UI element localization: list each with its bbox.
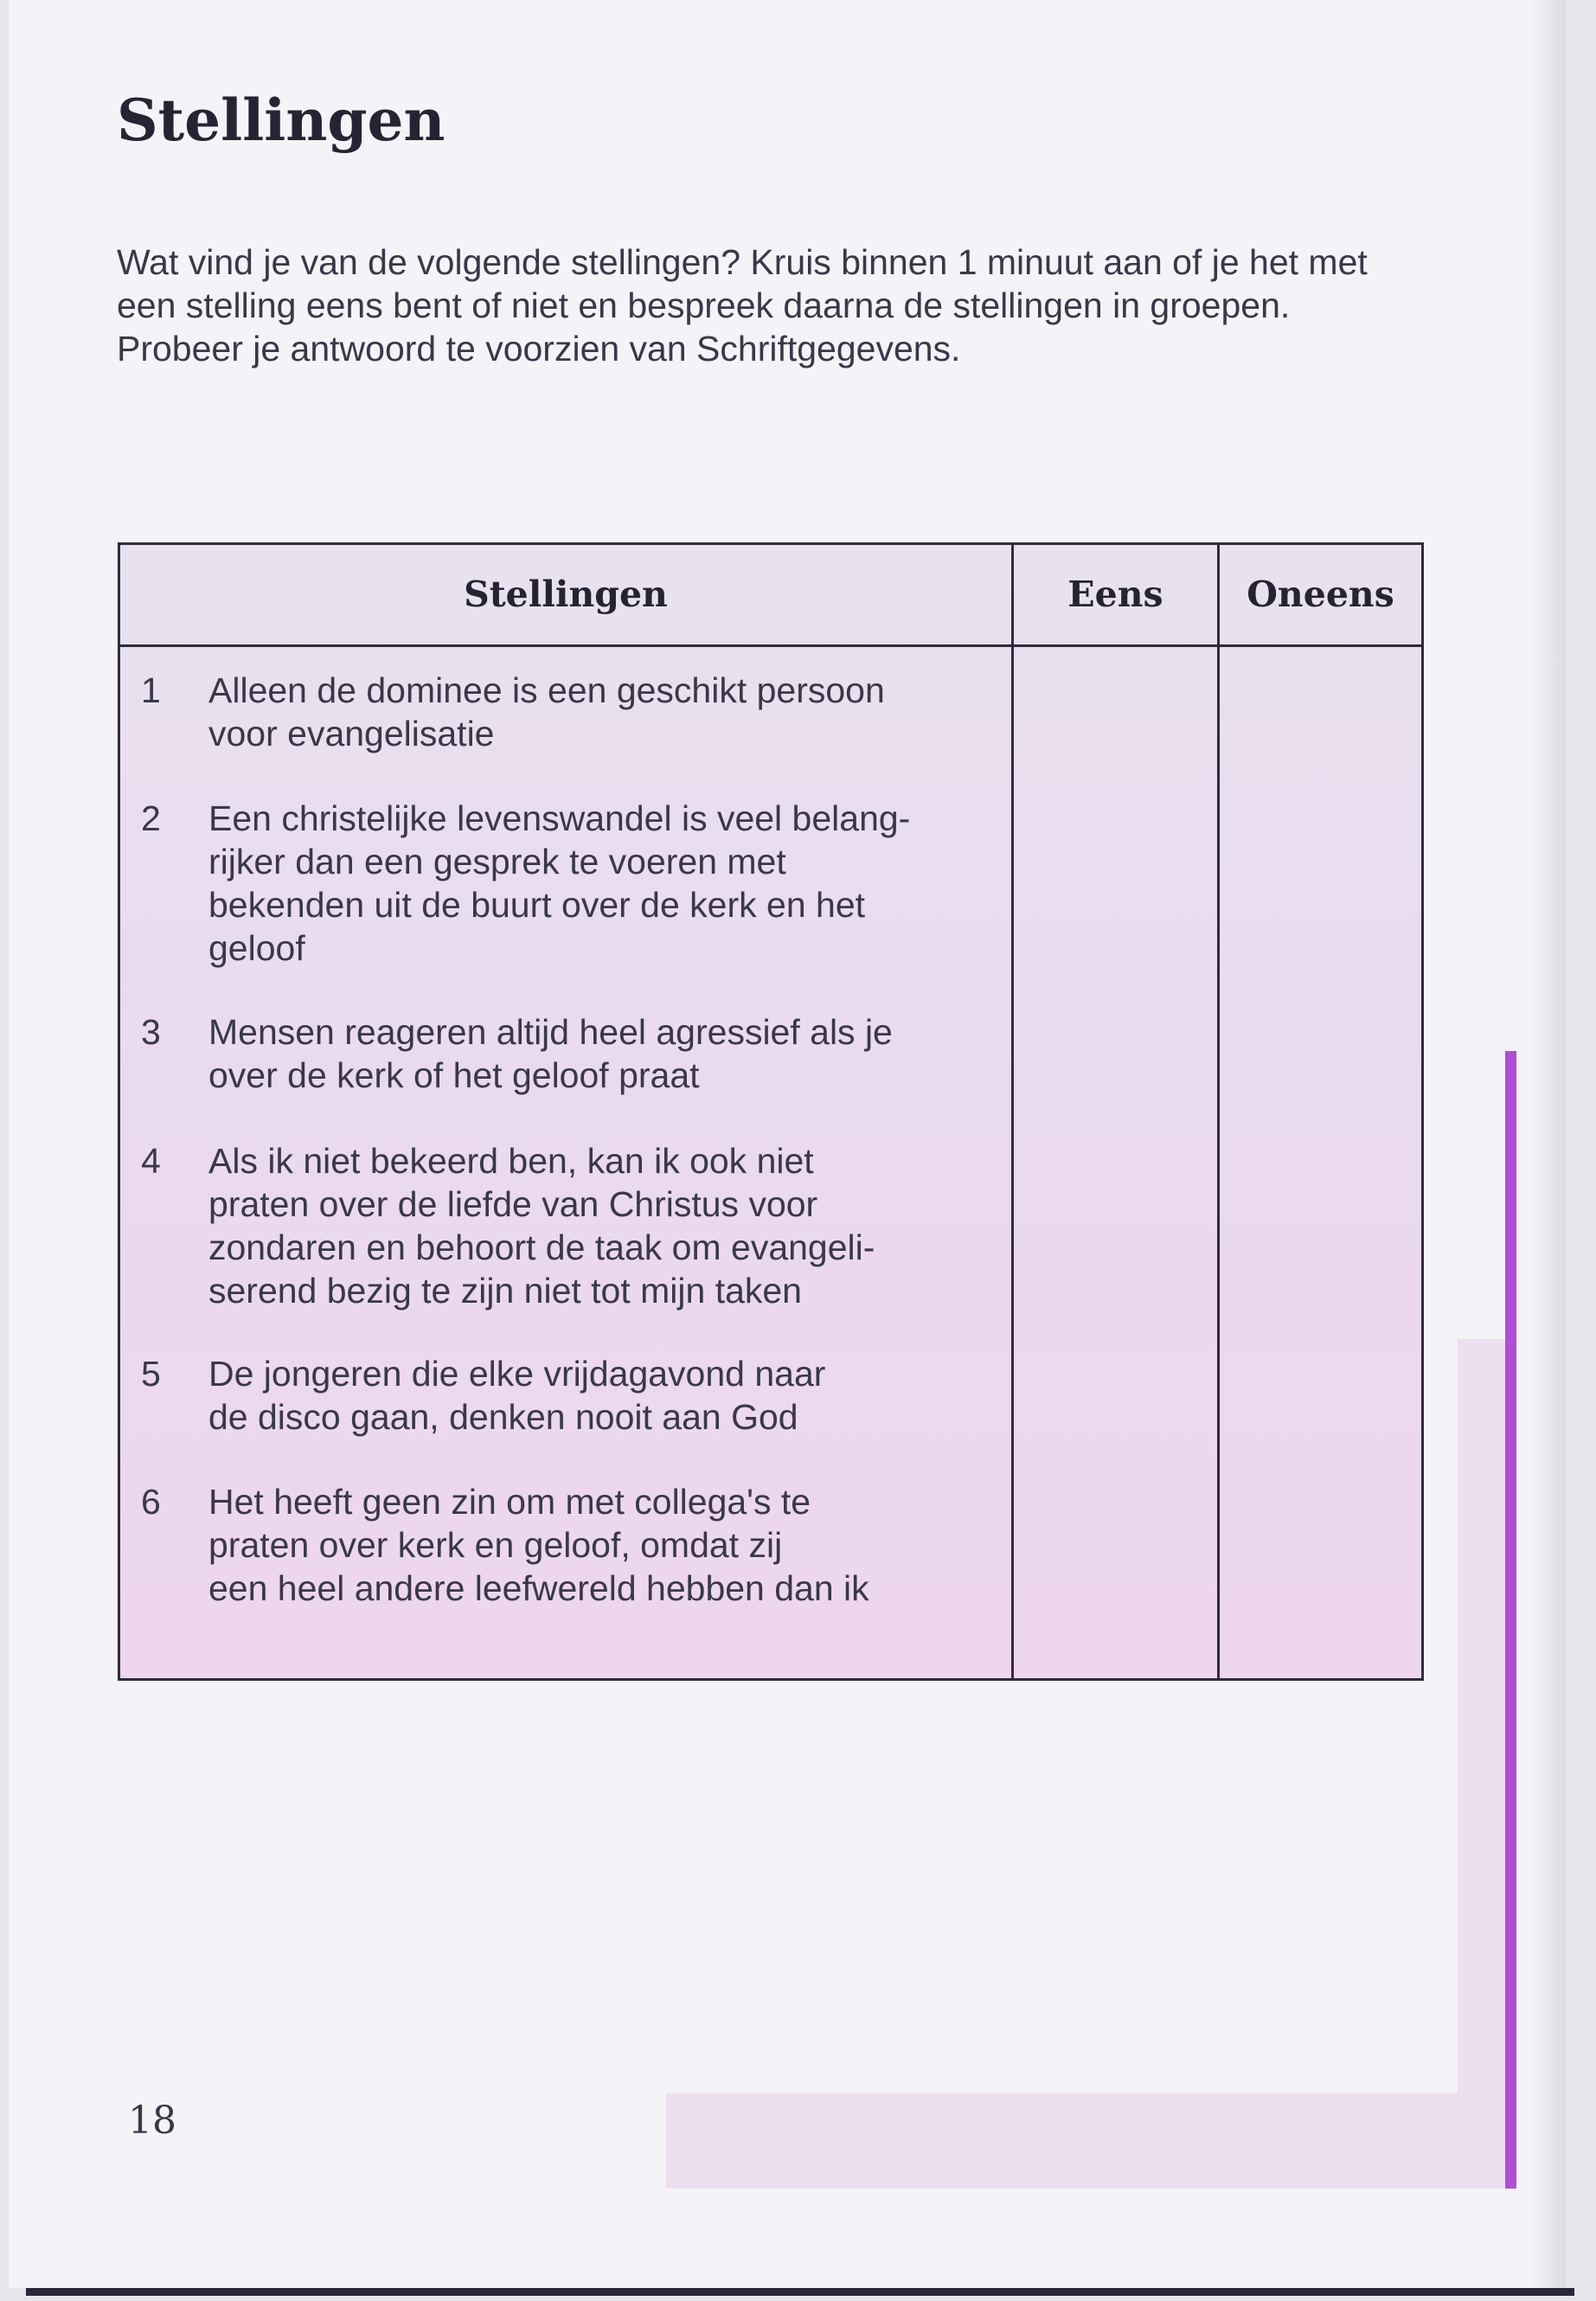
- statement-line: Alleen de dominee is een geschikt persoon: [208, 670, 885, 710]
- header-agree: Eens: [1067, 574, 1163, 615]
- statement-line: Het heeft geen zin om met collega's te: [208, 1482, 811, 1522]
- statement-line: over de kerk of het geloof praat: [208, 1055, 700, 1095]
- row-statement: [208, 797, 970, 970]
- statement-line: voor evangelisatie: [208, 714, 495, 753]
- row-number: 6: [141, 1482, 161, 1522]
- intro-line: een stelling eens bent of niet en bespreek daarna de stellingen in groepen.: [117, 285, 1291, 325]
- row-number: 4: [141, 1141, 161, 1181]
- statement-line: rijker dan een gesprek te voeren met: [208, 842, 786, 881]
- statements-table: [118, 542, 1424, 1681]
- row-statement: [208, 669, 970, 755]
- decorative-light-column: [1458, 1339, 1505, 2100]
- page-number: 18: [128, 2099, 176, 2143]
- statement-line: geloof: [208, 928, 305, 968]
- statement-line: serend bezig te zijn niet tot mijn taken: [208, 1271, 802, 1311]
- table-column-divider: [1217, 545, 1220, 1678]
- row-statement: [208, 1010, 970, 1097]
- intro-paragraph: [117, 240, 1518, 370]
- table-header-divider: [120, 644, 1421, 647]
- header-statements: Stellingen: [464, 574, 668, 615]
- statement-line: Als ik niet bekeerd ben, kan ik ook niet: [208, 1141, 814, 1181]
- statement-line: bekenden uit de buurt over de kerk en het: [208, 885, 866, 925]
- statement-line: Mensen reageren altijd heel agressief als je: [208, 1012, 893, 1052]
- page-bottom-strip: [26, 2288, 1574, 2296]
- page-edge-shadow: [1531, 0, 1566, 2288]
- decorative-accent-bar: [1505, 1051, 1516, 2189]
- intro-line: Wat vind je van de volgende stellingen? Kruis binnen 1 minuut aan of je het met: [117, 242, 1368, 282]
- row-statement: [208, 1139, 970, 1312]
- intro-line: Probeer je antwoord te voorzien van Schriftgegevens.: [117, 329, 961, 369]
- page-title: Stellingen: [117, 87, 445, 154]
- statement-line: de disco gaan, denken nooit aan God: [208, 1397, 798, 1437]
- header-disagree: Oneens: [1247, 574, 1394, 615]
- statement-line: zondaren en behoort de taak om evangeli-: [208, 1227, 875, 1267]
- table-column-divider: [1011, 545, 1014, 1678]
- row-number: 3: [141, 1012, 161, 1052]
- statement-line: praten over de liefde van Christus voor: [208, 1184, 818, 1224]
- statement-line: Een christelijke levenswandel is veel belang-: [208, 798, 911, 838]
- row-number: 5: [141, 1354, 161, 1394]
- statement-line: een heel andere leefwereld hebben dan ik: [208, 1568, 869, 1608]
- row-statement: [208, 1480, 970, 1610]
- decorative-light-block: [666, 2093, 1505, 2189]
- row-statement: [208, 1352, 970, 1439]
- row-number: 2: [141, 798, 161, 838]
- statement-line: praten over kerk en geloof, omdat zij: [208, 1525, 783, 1565]
- row-number: 1: [141, 670, 161, 710]
- statement-line: De jongeren die elke vrijdagavond naar: [208, 1354, 826, 1394]
